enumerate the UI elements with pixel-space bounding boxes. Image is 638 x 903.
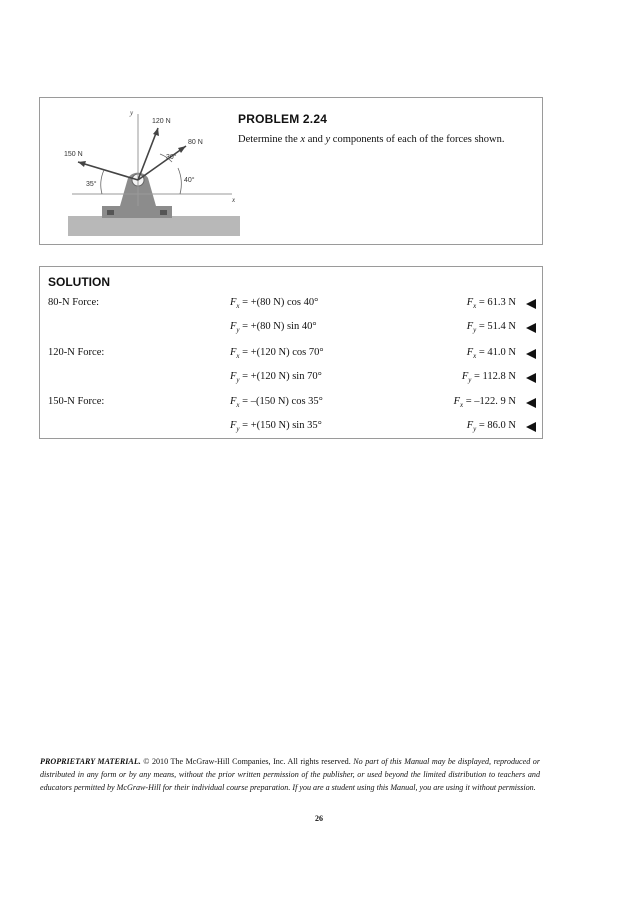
solution-title: SOLUTION	[48, 275, 110, 289]
force-150-arrowhead	[78, 161, 86, 167]
eq-variable: F	[230, 420, 237, 431]
res-subscript: x	[460, 401, 464, 409]
statement-part: components of each of the forces shown.	[330, 134, 505, 145]
angle-35-arc	[101, 170, 104, 194]
component-result	[462, 371, 516, 384]
res-value: = 112.8 N	[474, 371, 516, 382]
copyright-footer	[40, 755, 540, 794]
angle-40-arc	[178, 168, 181, 194]
page-number: 26	[315, 814, 323, 823]
res-subscript: y	[473, 425, 477, 433]
res-subscript: x	[473, 352, 477, 360]
eq-subscript: y	[236, 326, 240, 334]
eq-expression: = –(150 N) cos 35°	[242, 396, 323, 407]
label-120n: 120 N	[152, 118, 171, 125]
res-subscript: y	[468, 376, 472, 384]
res-value: = 61.3 N	[478, 297, 516, 308]
proprietary-label: PROPRIETARY MATERIAL.	[40, 757, 141, 766]
solution-row	[40, 396, 544, 412]
statement-part: and	[305, 134, 326, 145]
force-120-arrowhead	[153, 128, 159, 136]
eq-variable: F	[230, 396, 237, 407]
eq-subscript: y	[236, 425, 240, 433]
solution-row	[40, 420, 544, 436]
res-variable: F	[466, 347, 474, 358]
answer-marker-icon	[526, 299, 536, 309]
eq-expression: = +(120 N) cos 70°	[242, 347, 324, 358]
eq-variable: F	[230, 321, 237, 332]
force-label: 150-N Force:	[48, 396, 105, 407]
solution-box	[39, 266, 543, 439]
statement-part: Determine the	[238, 134, 301, 145]
res-variable: F	[453, 396, 460, 407]
res-value: = –122. 9 N	[465, 396, 516, 407]
label-40deg: 40°	[184, 177, 195, 184]
label-35deg: 35°	[86, 181, 97, 188]
label-y-axis: y	[130, 109, 134, 117]
solution-row	[40, 321, 544, 337]
solution-row	[40, 371, 544, 387]
component-equation	[230, 371, 322, 384]
answer-marker-icon	[526, 422, 536, 432]
eq-expression: = +(150 N) sin 35°	[242, 420, 322, 431]
component-equation	[230, 297, 318, 310]
component-result	[467, 321, 516, 334]
component-equation	[230, 347, 324, 360]
eq-subscript: y	[236, 376, 240, 384]
force-150-arrow	[78, 162, 138, 180]
res-value: = 51.4 N	[478, 321, 516, 332]
ground-plate	[68, 216, 240, 236]
component-equation	[230, 321, 317, 334]
bolt-left	[107, 210, 114, 215]
answer-marker-icon	[526, 398, 536, 408]
solution-row	[40, 297, 544, 313]
res-variable: F	[466, 420, 474, 431]
label-x-axis: x	[232, 196, 236, 204]
force-label: 120-N Force:	[48, 347, 105, 358]
res-value: = 41.0 N	[478, 347, 516, 358]
problem-statement	[238, 134, 505, 145]
res-variable: F	[466, 297, 474, 308]
component-result	[467, 347, 516, 360]
eq-variable: F	[230, 347, 237, 358]
component-result	[454, 396, 516, 409]
solution-row	[40, 347, 544, 363]
res-variable: F	[466, 321, 474, 332]
permission-text: No part of this Manual may be displayed, reproduced or distributed in any form or by any means, without the prior written permission of the publisher, or used beyond the limited distribution to teachers and educators permitted by McGraw-Hill for their individual course preparation. If you are a student using this Manual, you are using it without permission.	[40, 757, 540, 792]
force-label: 80-N Force:	[48, 297, 100, 308]
component-equation	[230, 396, 323, 409]
eq-variable: F	[230, 297, 237, 308]
label-150n: 150 N	[64, 151, 83, 158]
answer-marker-icon	[526, 323, 536, 333]
eq-expression: = +(80 N) cos 40°	[242, 297, 319, 308]
component-result	[467, 420, 516, 433]
label-80n: 80 N	[188, 139, 203, 146]
copyright-text: © 2010 The McGraw-Hill Companies, Inc. All rights reserved.	[140, 757, 354, 766]
force-80-arrowhead	[178, 146, 186, 153]
component-result	[467, 297, 516, 310]
res-value: = 86.0 N	[478, 420, 516, 431]
problem-title: PROBLEM 2.24	[238, 112, 328, 126]
problem-figure	[62, 106, 242, 238]
answer-marker-icon	[526, 349, 536, 359]
eq-variable: F	[230, 371, 237, 382]
res-subscript: y	[473, 326, 477, 334]
label-30deg: 30°	[166, 154, 177, 161]
eq-subscript: x	[236, 302, 240, 310]
bolt-right	[160, 210, 167, 215]
component-equation	[230, 420, 322, 433]
res-variable: F	[461, 371, 469, 382]
eq-expression: = +(120 N) sin 70°	[242, 371, 322, 382]
eq-subscript: x	[236, 401, 240, 409]
problem-box	[39, 97, 543, 245]
answer-marker-icon	[526, 373, 536, 383]
eq-subscript: x	[236, 352, 240, 360]
res-subscript: x	[473, 302, 477, 310]
eq-expression: = +(80 N) sin 40°	[242, 321, 317, 332]
var-y: y	[325, 134, 331, 145]
var-x: x	[300, 134, 306, 145]
